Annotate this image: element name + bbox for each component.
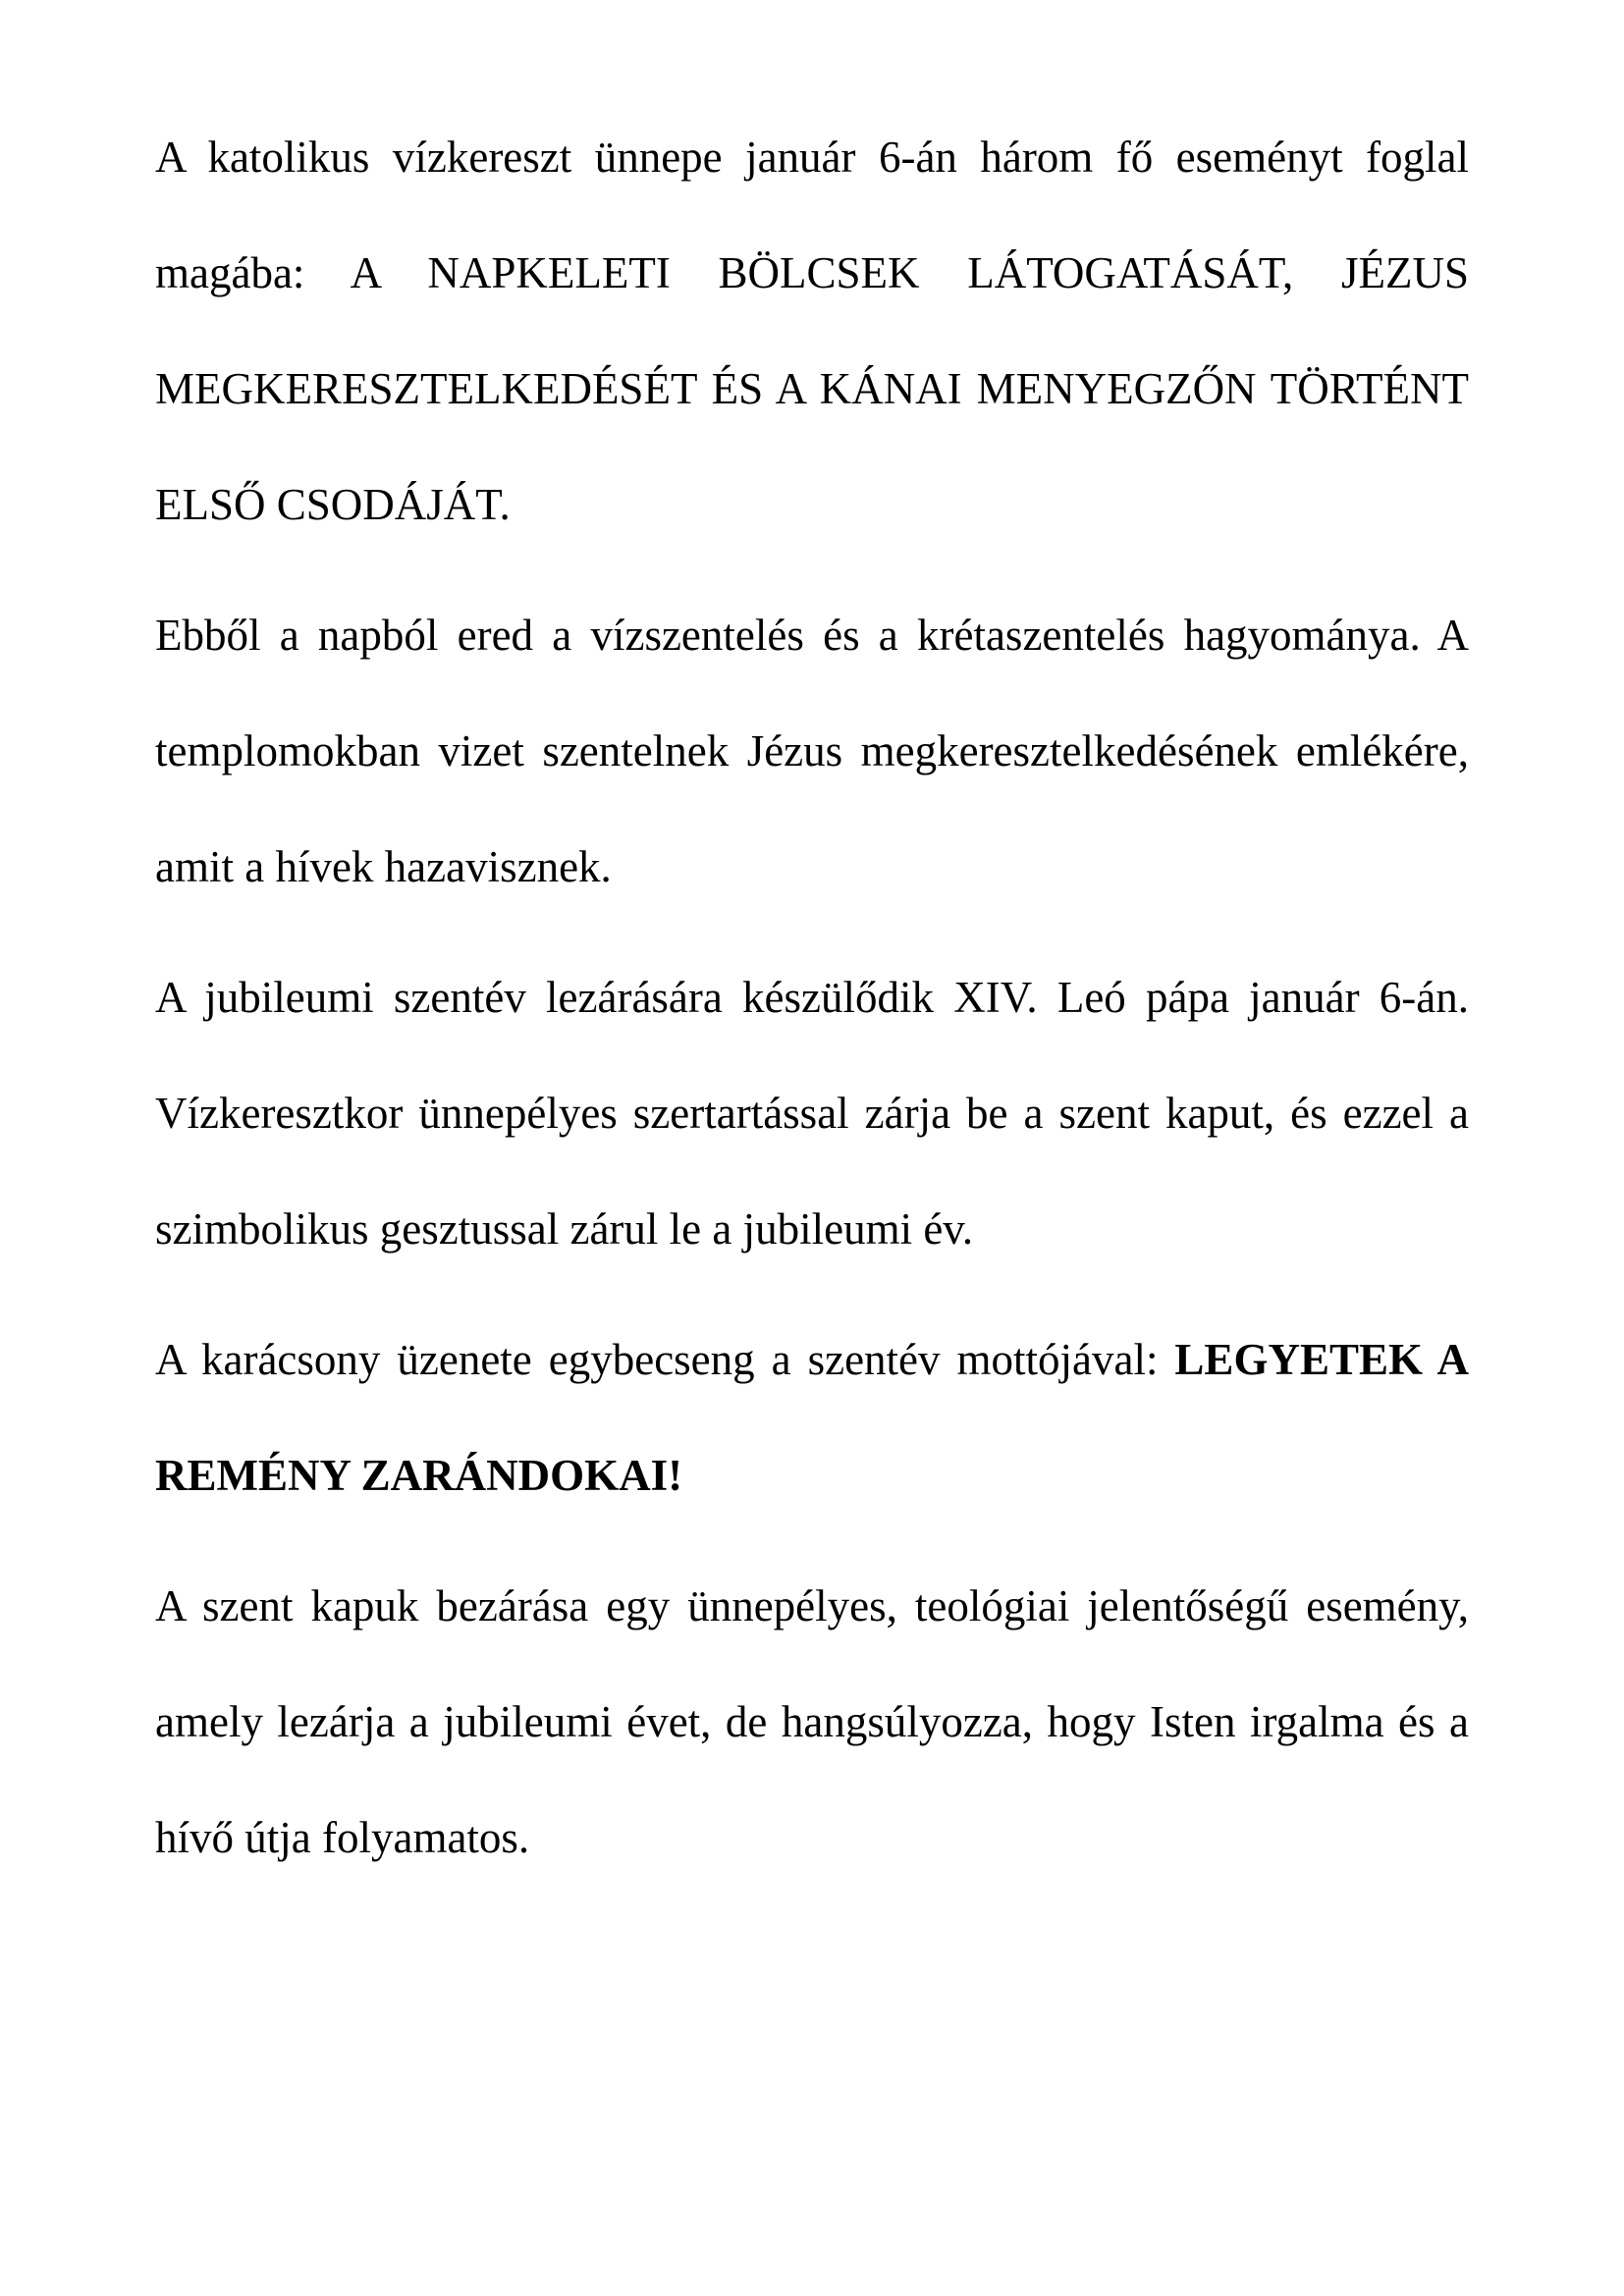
paragraph — [155, 1548, 1469, 1896]
paragraph — [155, 939, 1469, 1287]
paragraph — [155, 577, 1469, 925]
paragraph — [155, 1302, 1469, 1533]
document-text-block — [155, 99, 1469, 1910]
text-run: A karácsony üzenete egybecseng a szentév mottójával: — [155, 1335, 1175, 1384]
text-run: A jubileumi szentév lezárására készülődik XIV. Leó pápa január 6-án. Vízkeresztkor ünnepélyes szertartással zárja be a szent kaput, és ezzel a szimbolikus gesztussal zárul le a jubileumi év. — [155, 973, 1469, 1254]
text-run-bold: LEGYETEK A REMÉNY ZARÁNDOKAI! — [155, 1335, 1469, 1500]
text-run: Ebből a napból ered a vízszentelés és a krétaszentelés hagyománya. A templomokban vizet szentelnek Jézus megkeresztelkedésének emlékére, amit a hívek hazavisznek. — [155, 611, 1469, 891]
text-run: A katolikus vízkereszt ünnepe január 6-án három fő eseményt foglal magába: A NAPKELETI BÖLCSEK LÁTOGATÁSÁT, JÉZUS MEGKERESZTELKEDÉSÉT ÉS A KÁNAI MENYEGZŐN TÖRTÉNT ELSŐ CSODÁJÁT. — [155, 133, 1469, 529]
text-run: A szent kapuk bezárása egy ünnepélyes, teológiai jelentőségű esemény, amely lezárja a jubileumi évet, de hangsúlyozza, hogy Isten irgalma és a hívő útja folyamatos. — [155, 1581, 1469, 1862]
paragraph — [155, 99, 1469, 562]
